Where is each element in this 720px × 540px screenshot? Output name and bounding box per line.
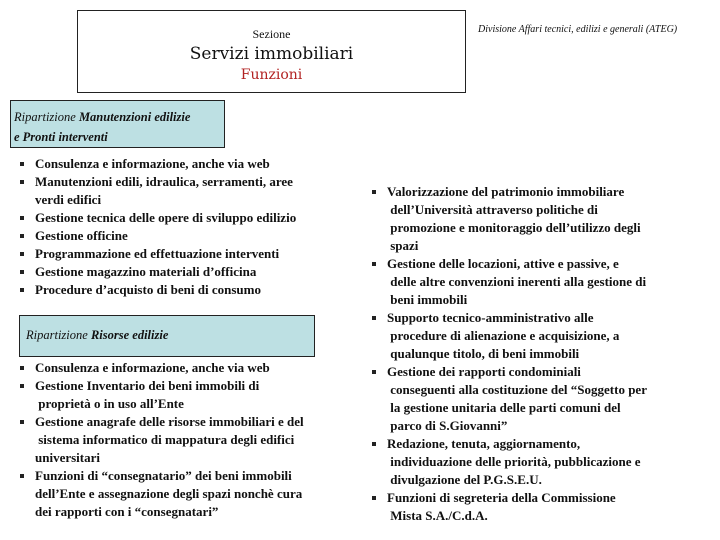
list-item — [35, 263, 355, 281]
list-item-text: Funzioni di “consegnatario” dei beni immobili dell’Ente e assegnazione degli spazi nonchè cura dei rapporti con i “consegnatari” — [35, 468, 303, 519]
bullet-icon — [20, 180, 24, 184]
list-item — [35, 227, 355, 245]
bullet-icon — [372, 370, 376, 374]
bullet-icon — [20, 252, 24, 256]
division-label: Divisione Affari tecnici, edilizi e generali (ATEG) — [478, 24, 678, 35]
list-item — [387, 363, 712, 435]
bullet-icon — [372, 262, 376, 266]
section-title: Servizi immobiliari — [189, 44, 354, 64]
list-item — [35, 155, 355, 173]
bullet-icon — [20, 366, 24, 370]
list-item-text: Programmazione ed effettuazione interventi — [35, 246, 280, 261]
list-item — [35, 377, 355, 413]
bullet-icon — [372, 496, 376, 500]
list-item — [35, 209, 355, 227]
ripartizione-name-line1: Manutenzioni edilizie — [78, 110, 191, 124]
list-item — [387, 183, 712, 255]
list-item — [35, 173, 355, 209]
list-item — [35, 359, 355, 377]
bullet-icon — [372, 190, 376, 194]
list-item — [387, 489, 712, 525]
bullet-icon — [20, 420, 24, 424]
list-item-text: Gestione delle locazioni, attive e passive, e delle altre convenzioni inerenti alla gestione di beni immobili — [387, 256, 647, 307]
list-item-text: Redazione, tenuta, aggiornamento, individuazione delle priorità, pubblicazione e divulgazione del P.G.S.E.U. — [387, 436, 641, 487]
list-item-text: Gestione anagrafe delle risorse immobiliari e del sistema informatico di mappatura degli edifici universitari — [35, 414, 304, 465]
bullet-icon — [20, 162, 24, 166]
list-item-text: Supporto tecnico-amministrativo alle procedure di alienazione e acquisizione, a qualunque titolo, di beni immobili — [387, 310, 620, 361]
list-item — [387, 435, 712, 489]
bullet-icon — [20, 288, 24, 292]
bullet-icon — [20, 234, 24, 238]
ripartizione-prefix: Ripartizione — [14, 110, 76, 124]
ripartizione-name-line2: e Pronti interventi — [14, 130, 108, 144]
list-item — [35, 467, 355, 521]
list-item-text: Consulenza e informazione, anche via web — [35, 360, 270, 375]
bullet-icon — [20, 384, 24, 388]
list-item-text: Gestione Inventario dei beni immobili di proprietà o in uso all’Ente — [35, 378, 260, 411]
bullet-icon — [20, 216, 24, 220]
risorse-function-list — [35, 359, 355, 521]
list-item-text: Gestione tecnica delle opere di sviluppo edilizio — [35, 210, 297, 225]
list-item — [387, 255, 712, 309]
section-label: Sezione — [252, 27, 291, 41]
bullet-icon — [372, 316, 376, 320]
ripartizione-prefix: Ripartizione — [26, 328, 88, 342]
list-item — [387, 309, 712, 363]
list-item — [35, 413, 355, 467]
ripartizione-manutenzioni-header — [10, 100, 225, 148]
section-subtitle: Funzioni — [240, 67, 303, 83]
manutenzioni-function-list — [35, 155, 355, 299]
list-item-text: Valorizzazione del patrimonio immobiliare dell’Università attraverso politiche di promozione e monitoraggio dell’utilizzo degli spazi — [387, 184, 641, 253]
list-item — [35, 281, 355, 299]
list-item-text: Procedure d’acquisto di beni di consumo — [35, 282, 261, 297]
list-item-text: Gestione officine — [35, 228, 128, 243]
section-function-list — [387, 183, 712, 525]
list-item-text: Funzioni di segreteria della Commissione Mista S.A./C.d.A. — [387, 490, 616, 523]
list-item-text: Gestione dei rapporti condominiali conseguenti alla costituzione del “Soggetto per la gestione unitaria delle parti comuni del parco di S.Giovanni” — [387, 364, 647, 433]
section-title-box — [77, 10, 466, 93]
list-item-text: Manutenzioni edili, idraulica, serramenti, aree verdi edifici — [35, 174, 293, 207]
ripartizione-name: Risorse edilizie — [90, 328, 169, 342]
list-item-text: Consulenza e informazione, anche via web — [35, 156, 270, 171]
list-item — [35, 245, 355, 263]
bullet-icon — [20, 270, 24, 274]
list-item-text: Gestione magazzino materiali d’officina — [35, 264, 257, 279]
bullet-icon — [20, 474, 24, 478]
bullet-icon — [372, 442, 376, 446]
ripartizione-risorse-header — [19, 315, 315, 357]
